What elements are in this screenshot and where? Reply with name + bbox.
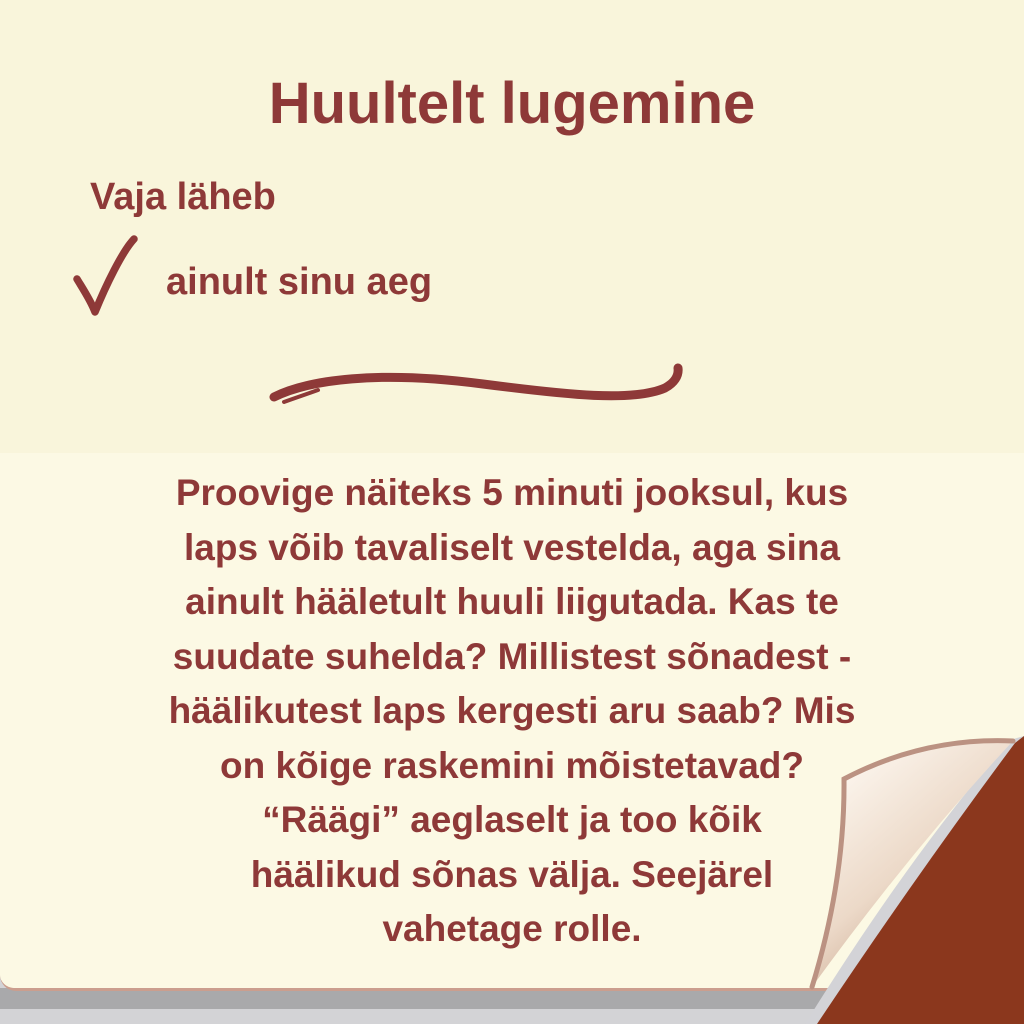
paragraph-line: häälikud sõnas välja. Seejärel — [250, 853, 774, 895]
paragraph-line: suudate suhelda? Millistest sõnadest - — [172, 635, 852, 677]
paragraph-line: vahetage rolle. — [382, 908, 642, 949]
needs-heading: Vaja läheb — [90, 176, 276, 218]
paragraph-line: ainult hääletult huuli liigutada. Kas te — [185, 581, 839, 622]
paragraph-line: laps võib tavaliselt vestelda, aga sina — [183, 526, 841, 568]
check-item-label: ainult sinu aeg — [166, 261, 433, 303]
paragraph-line: häälikutest laps kergesti aru saab? Mis — [168, 690, 856, 731]
check-icon — [68, 232, 148, 322]
paragraph-line: on kõige raskemini mõistetavad? — [220, 744, 804, 786]
page-curl-icon — [760, 700, 1024, 1024]
underline-swoosh-icon — [258, 350, 698, 415]
paragraph-line: Proovige näiteks 5 minuti jooksul, kus — [175, 472, 849, 513]
paragraph-line: “Räägi” aeglaselt ja too kõik — [262, 799, 762, 840]
page-title: Huultelt lugemine — [268, 71, 756, 136]
